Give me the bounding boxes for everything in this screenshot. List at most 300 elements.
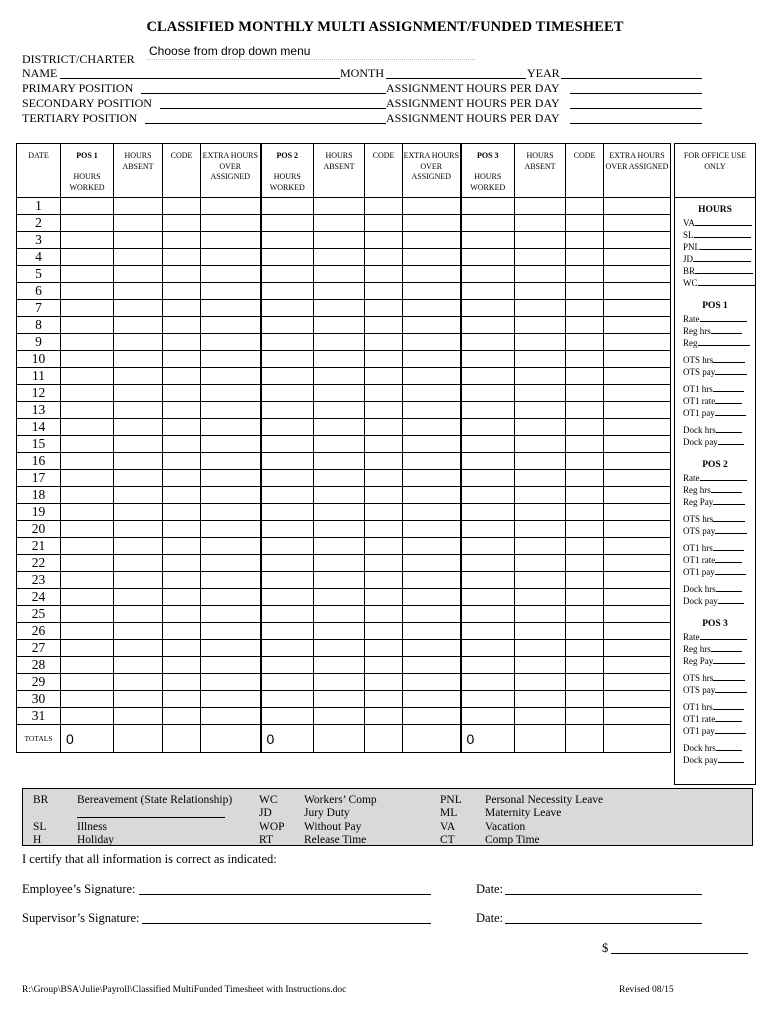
entry-cell[interactable]: [461, 351, 515, 368]
office-field-line[interactable]: [718, 595, 744, 604]
office-field[interactable]: [683, 566, 755, 578]
office-field[interactable]: [683, 672, 755, 684]
entry-cell[interactable]: [261, 487, 314, 504]
entry-cell[interactable]: [403, 334, 461, 351]
entry-cell[interactable]: [114, 198, 163, 215]
entry-cell[interactable]: [163, 606, 201, 623]
entry-cell[interactable]: [201, 589, 261, 606]
entry-cell[interactable]: [61, 436, 114, 453]
entry-cell[interactable]: [515, 538, 566, 555]
office-field-line[interactable]: [718, 754, 744, 763]
entry-cell[interactable]: [604, 300, 671, 317]
office-field[interactable]: [683, 484, 755, 496]
entry-cell[interactable]: [261, 232, 314, 249]
office-field[interactable]: [683, 354, 755, 366]
entry-cell[interactable]: [566, 470, 604, 487]
entry-cell[interactable]: [515, 606, 566, 623]
entry-cell[interactable]: [604, 538, 671, 555]
entry-cell[interactable]: [261, 640, 314, 657]
entry-cell[interactable]: [201, 657, 261, 674]
entry-cell[interactable]: [461, 640, 515, 657]
office-field[interactable]: [683, 655, 755, 667]
employee-date-field[interactable]: [505, 882, 702, 895]
entry-cell[interactable]: [61, 521, 114, 538]
entry-cell[interactable]: [515, 283, 566, 300]
entry-cell[interactable]: [365, 419, 403, 436]
entry-cell[interactable]: [114, 249, 163, 266]
office-field[interactable]: [683, 496, 755, 508]
entry-cell[interactable]: [515, 334, 566, 351]
office-field-line[interactable]: [715, 395, 741, 404]
entry-cell[interactable]: [566, 504, 604, 521]
entry-cell[interactable]: [403, 232, 461, 249]
entry-cell[interactable]: [201, 198, 261, 215]
entry-cell[interactable]: [201, 572, 261, 589]
office-field[interactable]: [683, 395, 755, 407]
entry-cell[interactable]: [314, 453, 365, 470]
entry-cell[interactable]: [461, 504, 515, 521]
entry-cell[interactable]: [61, 708, 114, 725]
entry-cell[interactable]: [604, 419, 671, 436]
entry-cell[interactable]: [314, 691, 365, 708]
entry-cell[interactable]: [403, 487, 461, 504]
entry-cell[interactable]: [461, 436, 515, 453]
entry-cell[interactable]: [114, 317, 163, 334]
entry-cell[interactable]: [314, 351, 365, 368]
entry-cell[interactable]: [604, 674, 671, 691]
entry-cell[interactable]: [566, 674, 604, 691]
entry-cell[interactable]: [403, 198, 461, 215]
entry-cell[interactable]: [403, 249, 461, 266]
entry-cell[interactable]: [201, 351, 261, 368]
entry-cell[interactable]: [515, 385, 566, 402]
entry-cell[interactable]: [461, 402, 515, 419]
office-field[interactable]: [683, 525, 755, 537]
entry-cell[interactable]: [515, 691, 566, 708]
entry-cell[interactable]: [604, 351, 671, 368]
entry-cell[interactable]: [515, 198, 566, 215]
assign-hours-field-1[interactable]: [570, 82, 702, 94]
office-field[interactable]: [683, 407, 755, 419]
entry-cell[interactable]: [314, 402, 365, 419]
office-field-line[interactable]: [713, 496, 745, 505]
entry-cell[interactable]: [566, 351, 604, 368]
total-pos3[interactable]: 0: [461, 725, 515, 753]
entry-cell[interactable]: [314, 198, 365, 215]
office-field[interactable]: [683, 424, 755, 436]
entry-cell[interactable]: [461, 657, 515, 674]
entry-cell[interactable]: [566, 589, 604, 606]
entry-cell[interactable]: [365, 249, 403, 266]
office-field[interactable]: [683, 595, 755, 607]
entry-cell[interactable]: [604, 708, 671, 725]
entry-cell[interactable]: [261, 215, 314, 232]
entry-cell[interactable]: [61, 317, 114, 334]
entry-cell[interactable]: [403, 470, 461, 487]
entry-cell[interactable]: [114, 640, 163, 657]
entry-cell[interactable]: [515, 674, 566, 691]
entry-cell[interactable]: [403, 623, 461, 640]
entry-cell[interactable]: [403, 572, 461, 589]
entry-cell[interactable]: [566, 232, 604, 249]
entry-cell[interactable]: [114, 470, 163, 487]
entry-cell[interactable]: [314, 385, 365, 402]
entry-cell[interactable]: [314, 368, 365, 385]
entry-cell[interactable]: [604, 572, 671, 589]
entry-cell[interactable]: [566, 198, 604, 215]
entry-cell[interactable]: [261, 708, 314, 725]
total-pos1[interactable]: 0: [61, 725, 114, 753]
entry-cell[interactable]: [365, 215, 403, 232]
entry-cell[interactable]: [114, 334, 163, 351]
entry-cell[interactable]: [201, 470, 261, 487]
entry-cell[interactable]: [461, 198, 515, 215]
entry-cell[interactable]: [61, 589, 114, 606]
entry-cell[interactable]: [365, 691, 403, 708]
office-field-line[interactable]: [713, 655, 745, 664]
entry-cell[interactable]: [163, 317, 201, 334]
office-field[interactable]: [683, 643, 755, 655]
entry-cell[interactable]: [163, 504, 201, 521]
entry-cell[interactable]: [604, 232, 671, 249]
entry-cell[interactable]: [365, 504, 403, 521]
entry-cell[interactable]: [566, 334, 604, 351]
entry-cell[interactable]: [314, 504, 365, 521]
entry-cell[interactable]: [604, 623, 671, 640]
entry-cell[interactable]: [201, 521, 261, 538]
entry-cell[interactable]: [314, 555, 365, 572]
entry-cell[interactable]: [365, 538, 403, 555]
entry-cell[interactable]: [461, 572, 515, 589]
entry-cell[interactable]: [461, 368, 515, 385]
office-field-line[interactable]: [713, 513, 745, 522]
entry-cell[interactable]: [365, 555, 403, 572]
entry-cell[interactable]: [604, 504, 671, 521]
entry-cell[interactable]: [566, 521, 604, 538]
entry-cell[interactable]: [61, 640, 114, 657]
office-field-line[interactable]: [711, 325, 743, 334]
entry-cell[interactable]: [261, 198, 314, 215]
entry-cell[interactable]: [261, 334, 314, 351]
entry-cell[interactable]: [461, 708, 515, 725]
entry-cell[interactable]: [604, 334, 671, 351]
office-field-line[interactable]: [715, 407, 747, 416]
entry-cell[interactable]: [201, 368, 261, 385]
entry-cell[interactable]: [314, 249, 365, 266]
office-field-line[interactable]: [715, 554, 741, 563]
entry-cell[interactable]: [604, 249, 671, 266]
entry-cell[interactable]: [604, 198, 671, 215]
tertiary-position-field[interactable]: [145, 112, 386, 124]
entry-cell[interactable]: [163, 623, 201, 640]
entry-cell[interactable]: [365, 351, 403, 368]
entry-cell[interactable]: [61, 249, 114, 266]
total-cell[interactable]: [314, 725, 365, 753]
entry-cell[interactable]: [566, 538, 604, 555]
entry-cell[interactable]: [261, 266, 314, 283]
entry-cell[interactable]: [163, 198, 201, 215]
entry-cell[interactable]: [403, 674, 461, 691]
entry-cell[interactable]: [163, 589, 201, 606]
office-field[interactable]: [683, 277, 755, 289]
assign-hours-field-2[interactable]: [570, 97, 702, 109]
entry-cell[interactable]: [604, 555, 671, 572]
entry-cell[interactable]: [163, 487, 201, 504]
entry-cell[interactable]: [515, 589, 566, 606]
entry-cell[interactable]: [114, 419, 163, 436]
entry-cell[interactable]: [461, 385, 515, 402]
entry-cell[interactable]: [403, 640, 461, 657]
entry-cell[interactable]: [261, 283, 314, 300]
entry-cell[interactable]: [163, 453, 201, 470]
entry-cell[interactable]: [314, 521, 365, 538]
entry-cell[interactable]: [314, 487, 365, 504]
entry-cell[interactable]: [365, 487, 403, 504]
entry-cell[interactable]: [604, 385, 671, 402]
entry-cell[interactable]: [461, 419, 515, 436]
entry-cell[interactable]: [114, 623, 163, 640]
entry-cell[interactable]: [61, 674, 114, 691]
entry-cell[interactable]: [604, 317, 671, 334]
entry-cell[interactable]: [61, 487, 114, 504]
entry-cell[interactable]: [314, 640, 365, 657]
entry-cell[interactable]: [515, 351, 566, 368]
entry-cell[interactable]: [566, 215, 604, 232]
entry-cell[interactable]: [461, 674, 515, 691]
entry-cell[interactable]: [114, 351, 163, 368]
office-field[interactable]: [683, 713, 755, 725]
entry-cell[interactable]: [261, 623, 314, 640]
entry-cell[interactable]: [201, 453, 261, 470]
entry-cell[interactable]: [403, 283, 461, 300]
office-field[interactable]: [683, 554, 755, 566]
entry-cell[interactable]: [365, 640, 403, 657]
office-field[interactable]: [683, 313, 755, 325]
office-field[interactable]: [683, 742, 755, 754]
entry-cell[interactable]: [566, 300, 604, 317]
office-field-line[interactable]: [713, 542, 745, 551]
entry-cell[interactable]: [461, 589, 515, 606]
office-field[interactable]: [683, 337, 755, 349]
entry-cell[interactable]: [114, 589, 163, 606]
entry-cell[interactable]: [261, 351, 314, 368]
office-field[interactable]: [683, 684, 755, 696]
entry-cell[interactable]: [61, 538, 114, 555]
entry-cell[interactable]: [261, 436, 314, 453]
entry-cell[interactable]: [114, 674, 163, 691]
entry-cell[interactable]: [261, 504, 314, 521]
entry-cell[interactable]: [163, 402, 201, 419]
entry-cell[interactable]: [403, 385, 461, 402]
entry-cell[interactable]: [365, 198, 403, 215]
office-field[interactable]: [683, 241, 755, 253]
entry-cell[interactable]: [61, 215, 114, 232]
entry-cell[interactable]: [114, 538, 163, 555]
entry-cell[interactable]: [403, 589, 461, 606]
entry-cell[interactable]: [461, 300, 515, 317]
entry-cell[interactable]: [114, 436, 163, 453]
entry-cell[interactable]: [114, 504, 163, 521]
entry-cell[interactable]: [314, 657, 365, 674]
entry-cell[interactable]: [61, 606, 114, 623]
entry-cell[interactable]: [604, 453, 671, 470]
entry-cell[interactable]: [365, 402, 403, 419]
total-cell[interactable]: [365, 725, 403, 753]
entry-cell[interactable]: [515, 368, 566, 385]
entry-cell[interactable]: [403, 555, 461, 572]
entry-cell[interactable]: [314, 606, 365, 623]
entry-cell[interactable]: [604, 691, 671, 708]
office-field[interactable]: [683, 229, 755, 241]
entry-cell[interactable]: [604, 368, 671, 385]
entry-cell[interactable]: [604, 606, 671, 623]
office-field-line[interactable]: [715, 525, 747, 534]
entry-cell[interactable]: [604, 657, 671, 674]
entry-cell[interactable]: [314, 470, 365, 487]
entry-cell[interactable]: [114, 453, 163, 470]
entry-cell[interactable]: [114, 385, 163, 402]
entry-cell[interactable]: [61, 351, 114, 368]
entry-cell[interactable]: [314, 232, 365, 249]
office-field-line[interactable]: [700, 472, 747, 481]
entry-cell[interactable]: [261, 300, 314, 317]
entry-cell[interactable]: [566, 385, 604, 402]
entry-cell[interactable]: [201, 436, 261, 453]
office-field-line[interactable]: [718, 436, 744, 445]
entry-cell[interactable]: [61, 232, 114, 249]
entry-cell[interactable]: [566, 691, 604, 708]
entry-cell[interactable]: [114, 606, 163, 623]
entry-cell[interactable]: [604, 266, 671, 283]
entry-cell[interactable]: [114, 215, 163, 232]
entry-cell[interactable]: [314, 300, 365, 317]
office-field-line[interactable]: [713, 354, 745, 363]
entry-cell[interactable]: [461, 470, 515, 487]
office-field-line[interactable]: [698, 277, 756, 286]
entry-cell[interactable]: [403, 351, 461, 368]
district-dropdown[interactable]: Choose from drop down menu: [147, 44, 475, 60]
entry-cell[interactable]: [61, 623, 114, 640]
entry-cell[interactable]: [365, 385, 403, 402]
office-field-line[interactable]: [698, 337, 750, 346]
entry-cell[interactable]: [365, 674, 403, 691]
entry-cell[interactable]: [314, 589, 365, 606]
entry-cell[interactable]: [461, 606, 515, 623]
entry-cell[interactable]: [403, 453, 461, 470]
entry-cell[interactable]: [604, 589, 671, 606]
entry-cell[interactable]: [314, 317, 365, 334]
entry-cell[interactable]: [163, 572, 201, 589]
entry-cell[interactable]: [163, 249, 201, 266]
entry-cell[interactable]: [403, 215, 461, 232]
entry-cell[interactable]: [604, 436, 671, 453]
month-field[interactable]: [386, 67, 526, 79]
entry-cell[interactable]: [403, 657, 461, 674]
entry-cell[interactable]: [163, 674, 201, 691]
entry-cell[interactable]: [515, 640, 566, 657]
entry-cell[interactable]: [114, 657, 163, 674]
entry-cell[interactable]: [163, 691, 201, 708]
supervisor-signature-field[interactable]: [142, 911, 431, 924]
office-field-line[interactable]: [713, 383, 745, 392]
entry-cell[interactable]: [201, 232, 261, 249]
entry-cell[interactable]: [604, 470, 671, 487]
entry-cell[interactable]: [201, 623, 261, 640]
entry-cell[interactable]: [261, 368, 314, 385]
entry-cell[interactable]: [201, 419, 261, 436]
entry-cell[interactable]: [365, 708, 403, 725]
entry-cell[interactable]: [261, 402, 314, 419]
entry-cell[interactable]: [163, 334, 201, 351]
entry-cell[interactable]: [604, 402, 671, 419]
entry-cell[interactable]: [261, 249, 314, 266]
entry-cell[interactable]: [365, 589, 403, 606]
entry-cell[interactable]: [261, 572, 314, 589]
entry-cell[interactable]: [461, 266, 515, 283]
entry-cell[interactable]: [61, 504, 114, 521]
entry-cell[interactable]: [201, 674, 261, 691]
entry-cell[interactable]: [515, 419, 566, 436]
entry-cell[interactable]: [61, 470, 114, 487]
entry-cell[interactable]: [403, 504, 461, 521]
office-field-line[interactable]: [716, 424, 742, 433]
entry-cell[interactable]: [114, 300, 163, 317]
entry-cell[interactable]: [365, 521, 403, 538]
entry-cell[interactable]: [314, 283, 365, 300]
entry-cell[interactable]: [163, 232, 201, 249]
entry-cell[interactable]: [515, 657, 566, 674]
entry-cell[interactable]: [201, 317, 261, 334]
entry-cell[interactable]: [515, 232, 566, 249]
entry-cell[interactable]: [566, 283, 604, 300]
entry-cell[interactable]: [114, 368, 163, 385]
entry-cell[interactable]: [365, 436, 403, 453]
secondary-position-field[interactable]: [160, 97, 386, 109]
total-cell[interactable]: [403, 725, 461, 753]
dollar-amount-field[interactable]: [611, 941, 748, 954]
entry-cell[interactable]: [566, 623, 604, 640]
entry-cell[interactable]: [461, 691, 515, 708]
entry-cell[interactable]: [515, 249, 566, 266]
entry-cell[interactable]: [261, 419, 314, 436]
entry-cell[interactable]: [314, 538, 365, 555]
entry-cell[interactable]: [61, 368, 114, 385]
entry-cell[interactable]: [365, 606, 403, 623]
total-cell[interactable]: [515, 725, 566, 753]
total-cell[interactable]: [163, 725, 201, 753]
entry-cell[interactable]: [61, 572, 114, 589]
employee-signature-field[interactable]: [139, 882, 431, 895]
entry-cell[interactable]: [261, 538, 314, 555]
entry-cell[interactable]: [201, 708, 261, 725]
entry-cell[interactable]: [163, 657, 201, 674]
office-field[interactable]: [683, 754, 755, 766]
entry-cell[interactable]: [314, 419, 365, 436]
entry-cell[interactable]: [566, 487, 604, 504]
office-field-line[interactable]: [700, 241, 752, 250]
entry-cell[interactable]: [61, 657, 114, 674]
year-field[interactable]: [561, 67, 702, 79]
entry-cell[interactable]: [403, 606, 461, 623]
office-field[interactable]: [683, 383, 755, 395]
office-field[interactable]: [683, 725, 755, 737]
entry-cell[interactable]: [114, 283, 163, 300]
entry-cell[interactable]: [566, 640, 604, 657]
legend-relationship-field[interactable]: [77, 817, 225, 818]
office-field[interactable]: [683, 542, 755, 554]
entry-cell[interactable]: [515, 521, 566, 538]
entry-cell[interactable]: [114, 521, 163, 538]
